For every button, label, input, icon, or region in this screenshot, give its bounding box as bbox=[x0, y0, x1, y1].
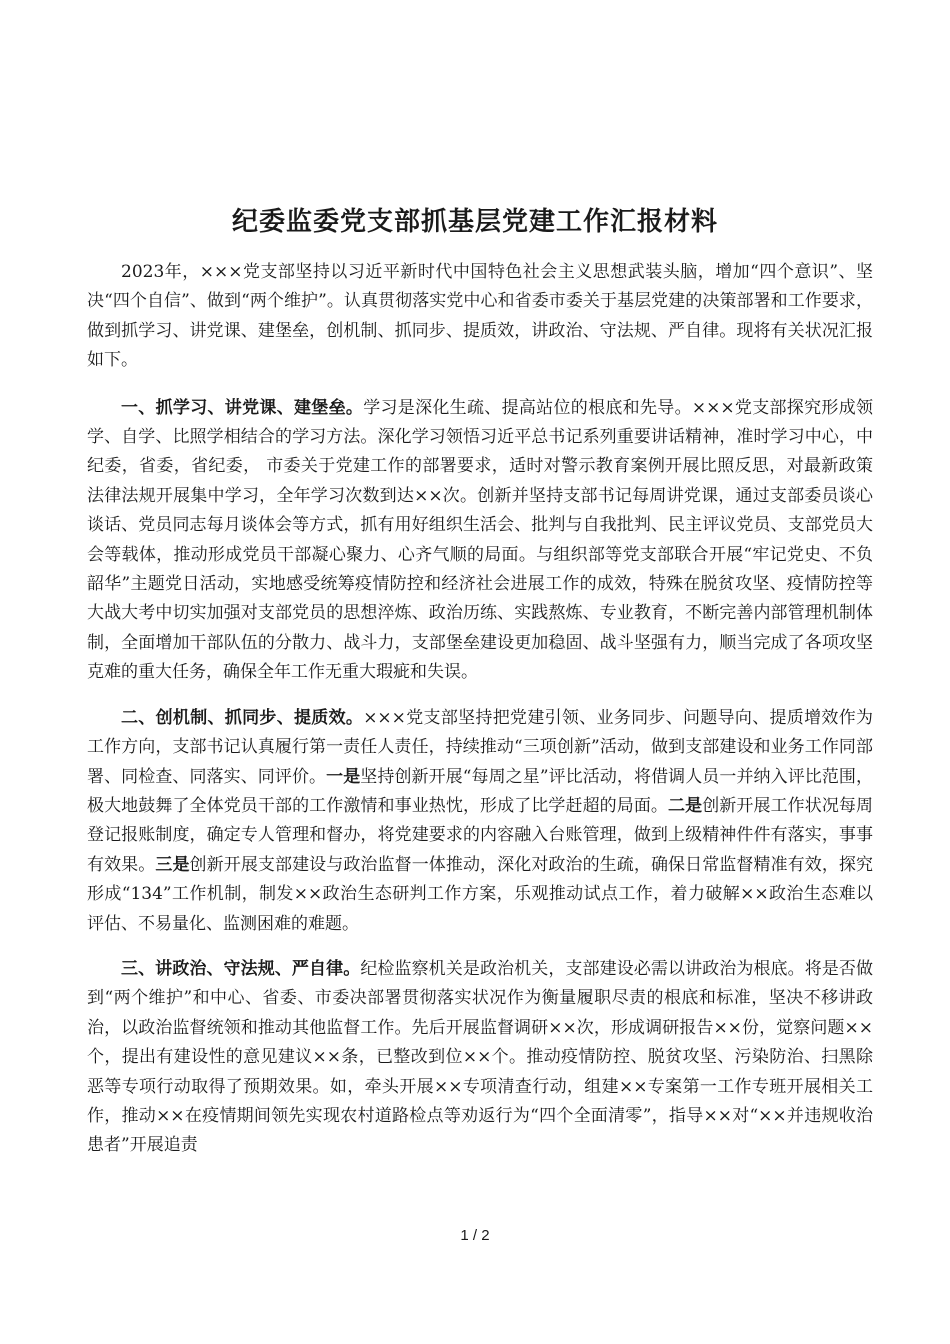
section-2-item-1-text: 坚持创新开展“每周之星”评比活动，将借调人员一并纳入评比范围，极大地鼓舞了全体党员干部的工作激情和事业热忱，形成了比学赶超的局面。 bbox=[87, 766, 874, 816]
page-number: 1 / 2 bbox=[460, 1227, 490, 1244]
section-1-heading: 一、抓学习、讲党课、建堡垒。 bbox=[121, 397, 364, 418]
document-body bbox=[87, 258, 873, 1177]
section-1-paragraph bbox=[87, 394, 873, 688]
section-3-heading: 三、讲政治、守法规、严自律。 bbox=[121, 958, 361, 979]
section-2-paragraph bbox=[87, 704, 873, 939]
intro-paragraph: 2023年，×××党支部坚持以习近平新时代中国特色社会主义思想武装头脑，增加“四个意识”、坚决“四个自信”、做到“两个维护”。认真贯彻落实党中心和省委市委关于基层党建的决策部署和工作要求，做到抓学习、讲党课、建堡垒，创机制、抓同步、提质效，讲政治、守法规、严自律。现将有关状况汇报如下。 bbox=[87, 262, 873, 371]
section-2-item-3-label: 三是 bbox=[155, 854, 190, 875]
section-2-heading: 二、创机制、抓同步、提质效。 bbox=[121, 707, 364, 728]
section-3-paragraph bbox=[87, 955, 873, 1161]
document-title: 纪委监委党支部抓基层党建工作汇报材料 bbox=[231, 207, 718, 237]
section-2-item-3-text: 创新开展支部建设与政治监督一体推动，深化对政治的生疏，确保日常监督精准有效，探究形成“134”工作机制，制发××政治生态研判工作方案，乐观推动试点工作，着力破解××政治生态难以评估、不易量化、监测困难的难题。 bbox=[87, 854, 874, 934]
section-2-item-2-label: 二是 bbox=[668, 795, 703, 816]
section-2-text: ×××党支部坚持把党建引领、业务同步、问题导向、提质增效作为工作方向，支部书记认真履行第一责任人责任，持续推动“三项创新”活动，做到支部建设和业务工作同部署、同检查、同落实、同评价。 bbox=[87, 707, 873, 787]
section-3-text: 纪检监察机关是政治机关，支部建设必需以讲政治为根底。将是否做到“两个维护”和中心、省委、市委决部署贯彻落实状况作为衡量履职尽责的根底和标准，坚决不移讲政治，以政治监督统领和推动其他监督工作。先后开展监督调研××次，形成调研报告××份，觉察问题××个，提出有建设性的意见建议××条，已整改到位××个。推动疫情防控、脱贫攻坚、污染防治、扫黑除恶等专项行动取得了预期效果。如，牵头开展××专项清查行动，组建××专案第一工作专班开展相关工作，推动××在疫情期间领先实现农村道路检点等劝返行为“四个全面清零”，指导××对“××并违规收治患者”开展追责 bbox=[87, 958, 874, 1156]
section-2-item-2-text: 创新开展工作状况每周登记报账制度，确定专人管理和督办，将党建要求的内容融入台账管理，做到上级精神件件有落实，事事有效果。 bbox=[87, 795, 874, 875]
section-1-text: 学习是深化生疏、提高站位的根底和先导。×××党支部探究形成领学、自学、比照学相结合的学习方法。深化学习领悟习近平总书记系列重要讲话精神，准时学习中心，中纪委，省委，省纪委， 市委关于党建工作的部署要求，适时对警示教育案例开展比照反思，对最新政策法律法规开展集中学习，全年学习次数到达××次。创新并坚持支部书记每周讲党课，通过支部委员谈心谈话、党员同志每月谈体会等方式，抓有用好组织生活会、批判与自我批判、民主评议党员、支部党员大会等载体，推动形成党员干部凝心聚力、心齐气顺的局面。与组织部等党支部联合开展“牢记党史、不负韶华”主题党日活动，实地感受统筹疫情防控和经济社会进展工作的成效，特殊在脱贫攻坚、疫情防控等大战大考中切实加强对支部党员的思想淬炼、政治历练、实践熬炼、专业教育，不断完善内部管理机制体制，全面增加干部队伍的分散力、战斗力，支部堡垒建设更加稳固、战斗坚强有力，顺当完成了各项攻坚克难的重大任务，确保全年工作无重大瑕疵和失误。 bbox=[87, 397, 873, 683]
section-2-item-1-label: 一是 bbox=[326, 766, 361, 787]
